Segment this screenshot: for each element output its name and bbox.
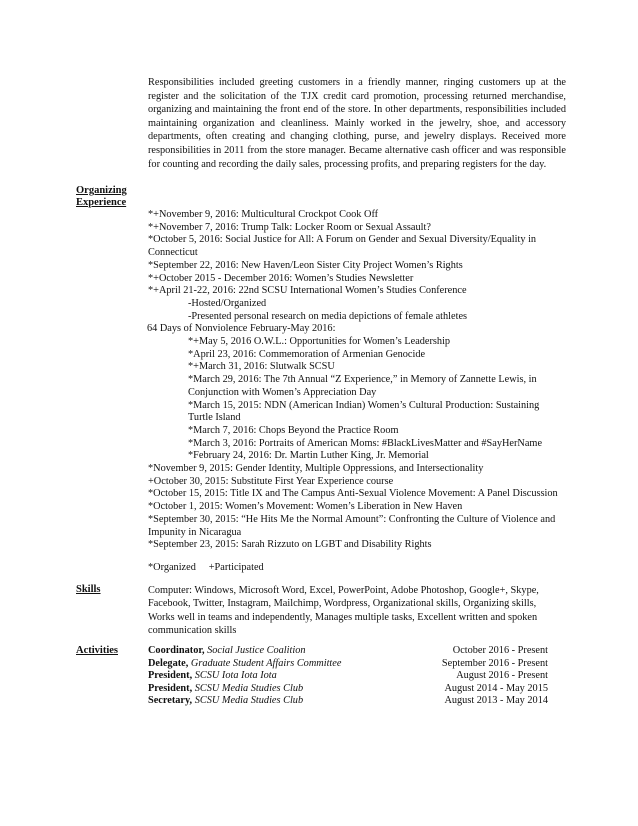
experience-item: -Presented personal research on media depictions of female athletes [188, 310, 468, 322]
experience-item: *February 24, 2016: Dr. Martin Luther King, Jr. Memorial [188, 450, 429, 462]
activity-dates: August 2016 - Present [456, 670, 548, 682]
organizing-heading-line1: Organizing [76, 185, 127, 196]
organizing-experience-list [148, 209, 558, 575]
activity-row [148, 683, 548, 696]
experience-item: *+May 5, 2016 O.W.L.: Opportunities for Women’s Leadership [188, 336, 451, 348]
activity-position [148, 670, 277, 683]
experience-item: *+November 9, 2016: Multicultural Crockpot Cook Off [148, 209, 379, 220]
experience-item: *October 5, 2016: Social Justice for All: A Forum on Gender and Sexual Diversity/Equality in Connecticut [148, 234, 537, 259]
skills-text: Computer: Windows, Microsoft Word, Excel, PowerPoint, Adobe Photoshop, Google+, Skype, Facebook, Twitter, Instagram, Mailchimp, Wordpress, Organizational skills, Organizing skills, Works well in teams and independently, Manages multiple tasks, Excellent written and spoken communication skills [148, 585, 539, 637]
activity-role: President, [148, 670, 193, 682]
experience-item: *+April 21-22, 2016: 22nd SCSU International Women’s Studies Conference [148, 285, 467, 297]
job-responsibilities-paragraph: Responsibilities included greeting customers in a friendly manner, ringing customers up at the register and the solicitation of the TJX credit card promotion, processing returned merchandise, organizing and maintaining the front end of the store. In other departments, responsibilities included maintaining organization and cleanliness. Mainly worked in the jewelry, shoe, and accessory departments, often creating and changing clothing, purse, and jewelry displays. Received more responsibilities in 2011 from the store manager. Became alternative cash officer and was responsible for counting and recording the daily sales, processing profits, and preparing registers for the day. [148, 77, 566, 170]
activity-position [148, 645, 306, 658]
experience-item: *+March 31, 2016: Slutwalk SCSU [188, 361, 335, 373]
experience-item: 64 Days of Nonviolence February-May 2016: [147, 323, 336, 335]
activity-dates: August 2014 - May 2015 [444, 682, 548, 694]
activity-row [148, 670, 548, 683]
experience-item: *March 3, 2016: Portraits of American Moms: #BlackLivesMatter and #SayHerName [188, 437, 543, 449]
experience-item: *September 30, 2015: “He Hits Me the Normal Amount”: Confronting the Culture of Violence and Impunity in Nicaragua [148, 513, 556, 538]
experience-item: *March 15, 2015: NDN (American Indian) Women’s Cultural Production: Sustaining Turtle Island [188, 399, 540, 424]
experience-item: *March 7, 2016: Chops Beyond the Practice Room [188, 424, 399, 436]
activity-row [148, 695, 548, 708]
experience-item: *+October 2015 - December 2016: Women’s Studies Newsletter [148, 272, 414, 284]
activity-role: President, [148, 682, 193, 694]
experience-item: *September 22, 2016: New Haven/Leon Sister City Project Women’s Rights [148, 259, 463, 271]
organizing-heading-line2: Experience [76, 197, 127, 208]
activity-dates: September 2016 - Present [441, 657, 548, 669]
activity-organization: Social Justice Coalition [207, 645, 306, 656]
activity-position [148, 695, 303, 708]
experience-item: +October 30, 2015: Substitute First Year Experience course [148, 475, 394, 487]
organizing-experience-heading [76, 185, 127, 209]
activity-organization: SCSU Media Studies Club [194, 695, 304, 707]
activity-role: Delegate, [148, 657, 189, 669]
activity-row [148, 658, 548, 671]
experience-item: *March 29, 2016: The 7th Annual “Z Experience,” in Memory of Zannette Lewis, in Conjunction with Women’s Appreciation Day [188, 374, 537, 398]
activity-position [148, 658, 341, 671]
activity-organization: SCSU Media Studies Club [194, 682, 304, 694]
experience-item: *September 23, 2015: Sarah Rizzuto on LGBT and Disability Rights [148, 539, 432, 551]
activity-organization: Graduate Student Affairs Committee [190, 657, 342, 669]
skills-heading: Skills [76, 584, 101, 595]
experience-item: *October 1, 2015: Women’s Movement: Women’s Liberation in New Haven [148, 501, 463, 513]
experience-item: *November 9, 2015: Gender Identity, Multiple Oppressions, and Intersectionality [148, 463, 484, 475]
experience-item: -Hosted/Organized [188, 297, 267, 309]
experience-item: *April 23, 2016: Commemoration of Armenian Genocide [188, 348, 426, 360]
activity-dates: August 2013 - May 2014 [444, 695, 548, 707]
activity-role: Secretary, [148, 695, 193, 707]
activity-dates: October 2016 - Present [452, 645, 548, 656]
activities-list [148, 645, 548, 708]
legend-text: *Organized +Participated [148, 561, 264, 573]
activity-row [148, 645, 548, 658]
activity-role: Coordinator, [148, 645, 205, 656]
experience-item: *+November 7, 2016: Trump Talk: Locker Room or Sexual Assault? [148, 221, 431, 233]
activity-organization: SCSU Iota Iota Iota [194, 670, 277, 682]
activities-heading: Activities [76, 645, 118, 656]
experience-item: *October 15, 2015: Title IX and The Campus Anti-Sexual Violence Movement: A Panel Discussion [148, 488, 558, 500]
activity-position [148, 683, 303, 696]
